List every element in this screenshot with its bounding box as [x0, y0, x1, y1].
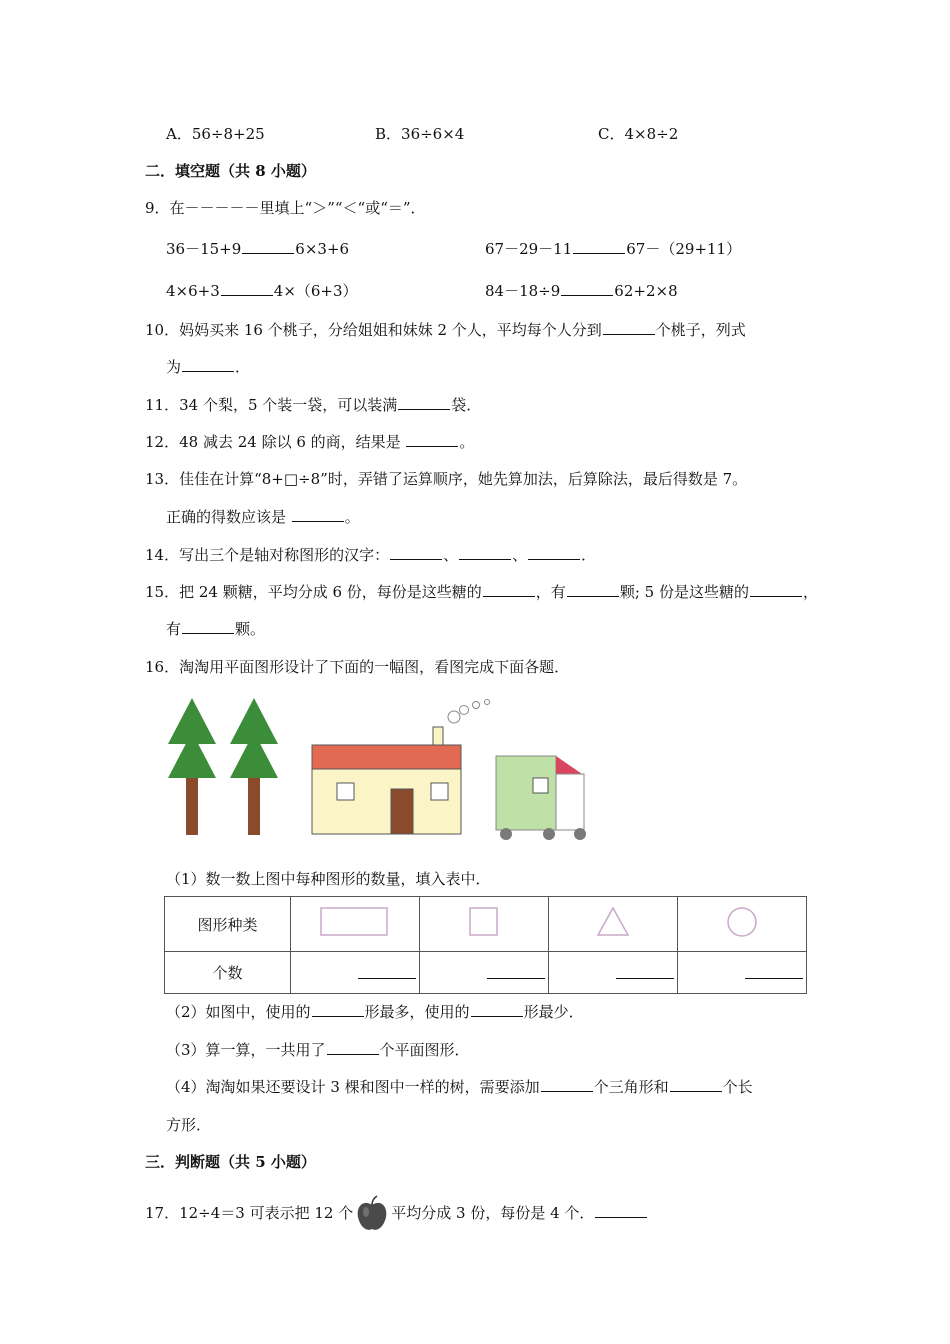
expr: 67－（29+11）	[626, 240, 742, 258]
square-cell	[420, 897, 549, 952]
triangle-cell	[549, 897, 678, 952]
text: 17．12÷4＝3 可表示把 12 个	[145, 1204, 354, 1222]
text: 形最少．	[523, 1003, 584, 1021]
answer-blank[interactable]	[573, 239, 625, 254]
window	[533, 778, 548, 793]
rectangle-icon	[320, 907, 390, 937]
count-cell	[420, 952, 549, 994]
triangle-icon	[595, 906, 631, 938]
square-icon	[468, 906, 500, 938]
text: 个长	[722, 1078, 753, 1096]
q17	[145, 1195, 648, 1233]
truck-cab	[556, 774, 584, 830]
answer-blank[interactable]	[541, 1077, 593, 1092]
answer-blank[interactable]	[745, 962, 803, 979]
expr: 67－29－11	[485, 240, 573, 258]
option-a: A．56÷8+25	[166, 125, 265, 143]
wall	[312, 769, 461, 834]
text: 14．写出三个是轴对称图形的汉字：	[145, 546, 390, 564]
text: （2）如图中，使用的	[166, 1003, 311, 1021]
window	[337, 783, 354, 800]
text: 12．48 减去 24 除以 6 的商，结果是	[145, 433, 406, 451]
q16-part3	[166, 1040, 470, 1060]
q16-part4-line1	[166, 1077, 753, 1097]
count-cell	[549, 952, 678, 994]
text: ．	[581, 546, 597, 564]
answer-blank[interactable]	[616, 962, 674, 979]
q13-line2	[166, 507, 360, 527]
count-cell	[291, 952, 420, 994]
text: 个桃子，列式	[655, 321, 746, 339]
text: 10．妈妈买来 16 个桃子，分给姐姐和妹妹 2 个人，平均每个人分到	[145, 321, 602, 339]
text: 颗。	[235, 620, 266, 638]
answer-blank[interactable]	[595, 1203, 647, 1218]
answer-blank[interactable]	[750, 582, 802, 597]
chimney	[433, 727, 443, 747]
answer-blank[interactable]	[327, 1040, 379, 1055]
circle-cell	[678, 897, 807, 952]
shape-count-table	[164, 896, 807, 994]
answer-blank[interactable]	[390, 545, 442, 560]
wheel	[543, 828, 555, 840]
answer-blank[interactable]	[561, 281, 613, 296]
q10-line2	[166, 357, 250, 377]
expr: 4×6+3	[166, 282, 220, 300]
text: 形最多，使用的	[364, 1003, 470, 1021]
wheel	[500, 828, 512, 840]
door	[391, 789, 413, 834]
text: 、	[443, 546, 459, 564]
text: （3）算一算，一共用了	[166, 1041, 326, 1059]
text: 个三角形和	[593, 1078, 669, 1096]
answer-blank[interactable]	[406, 432, 458, 447]
text: 正确的得数应该是	[166, 508, 291, 526]
expr: 84－18÷9	[485, 282, 561, 300]
text: 袋．	[451, 396, 482, 414]
answer-blank[interactable]	[471, 1002, 523, 1017]
tree-left	[168, 698, 216, 835]
answer-blank[interactable]	[483, 582, 535, 597]
triangle	[556, 756, 582, 774]
tree-right	[230, 698, 278, 835]
q16-stem: 16．淘淘用平面图形设计了下面的一幅图，看图完成下面各题．	[145, 658, 570, 676]
q16-part1: （1）数一数上图中每种图形的数量，填入表中．	[166, 870, 491, 888]
smoke-circle	[485, 700, 490, 705]
q9-row2-right	[485, 281, 678, 301]
answer-blank[interactable]	[398, 395, 450, 410]
section-3-title: 三．判断题（共 5 小题）	[145, 1153, 316, 1171]
shapes-figure	[164, 694, 594, 844]
answer-blank[interactable]	[312, 1002, 364, 1017]
roof	[312, 745, 461, 769]
q9-row1-left	[166, 239, 349, 259]
q9-row2-left	[166, 281, 358, 301]
answer-blank[interactable]	[182, 619, 234, 634]
table-row	[165, 952, 807, 994]
q13-line1: 13．佳佳在计算“8+□÷8”时，弄错了运算顺序，她先算加法，后算除法，最后得数是 7。	[145, 470, 748, 488]
text: 颗; 5 份是这些糖的	[619, 583, 749, 601]
answer-blank[interactable]	[358, 962, 416, 979]
answer-blank[interactable]	[242, 239, 294, 254]
q9-stem: 9．在－－－－－里填上“＞”“＜“或“＝”．	[145, 199, 426, 217]
q16-part2	[166, 1002, 584, 1022]
q10-line1	[145, 320, 746, 340]
expr: 6×3+6	[295, 240, 350, 258]
table-row	[165, 897, 807, 952]
text: 平均分成 3 份，每份是 4 个．	[391, 1204, 595, 1222]
wheel	[574, 828, 586, 840]
answer-blank[interactable]	[182, 357, 234, 372]
answer-blank[interactable]	[487, 962, 545, 979]
expr: 4×（6+3）	[273, 282, 358, 300]
text: 、	[512, 546, 528, 564]
text: 为	[166, 358, 182, 376]
text: 。	[459, 433, 475, 451]
text: ，有	[535, 583, 566, 601]
answer-blank[interactable]	[670, 1077, 722, 1092]
answer-blank[interactable]	[292, 507, 344, 522]
section-2-title: 二．填空题（共 8 小题）	[145, 162, 316, 180]
q12	[145, 432, 474, 452]
text: 15．把 24 颗糖，平均分成 6 份，每份是这些糖的	[145, 583, 482, 601]
text: 有	[166, 620, 182, 638]
row-header: 个数	[165, 952, 291, 994]
option-c: C．4×8÷2	[598, 125, 679, 143]
rectangle	[248, 778, 260, 835]
option-b: B．36÷6×4	[375, 125, 465, 143]
rectangle-cell	[291, 897, 420, 952]
text: （4）淘淘如果还要设计 3 棵和图中一样的树，需要添加	[166, 1078, 540, 1096]
text: 11．34 个梨，5 个装一袋，可以装满	[145, 396, 398, 414]
q14	[145, 545, 596, 565]
q15-line1	[145, 582, 818, 602]
q15-line2	[166, 619, 265, 639]
q11	[145, 395, 481, 415]
apple-icon	[355, 1195, 389, 1233]
truck	[496, 756, 586, 840]
smoke-circle	[473, 702, 480, 709]
expr: 36－15+9	[166, 240, 242, 258]
count-cell	[678, 952, 807, 994]
house	[312, 700, 490, 835]
answer-blank[interactable]	[528, 545, 580, 560]
answer-blank[interactable]	[603, 320, 655, 335]
text: ．	[235, 358, 251, 376]
text: 。	[344, 508, 360, 526]
text: 个平面图形．	[379, 1041, 470, 1059]
answer-blank[interactable]	[567, 582, 619, 597]
circle-icon	[725, 905, 759, 939]
window	[431, 783, 448, 800]
smoke-circle	[448, 711, 460, 723]
answer-blank[interactable]	[221, 281, 273, 296]
rectangle	[186, 778, 198, 835]
expr: 62+2×8	[614, 282, 678, 300]
answer-blank[interactable]	[459, 545, 511, 560]
text: ，	[802, 583, 818, 601]
smoke-circle	[460, 706, 469, 715]
q16-part4-line2: 方形．	[166, 1116, 212, 1134]
row-header: 图形种类	[165, 897, 291, 952]
q9-row1-right	[485, 239, 741, 259]
